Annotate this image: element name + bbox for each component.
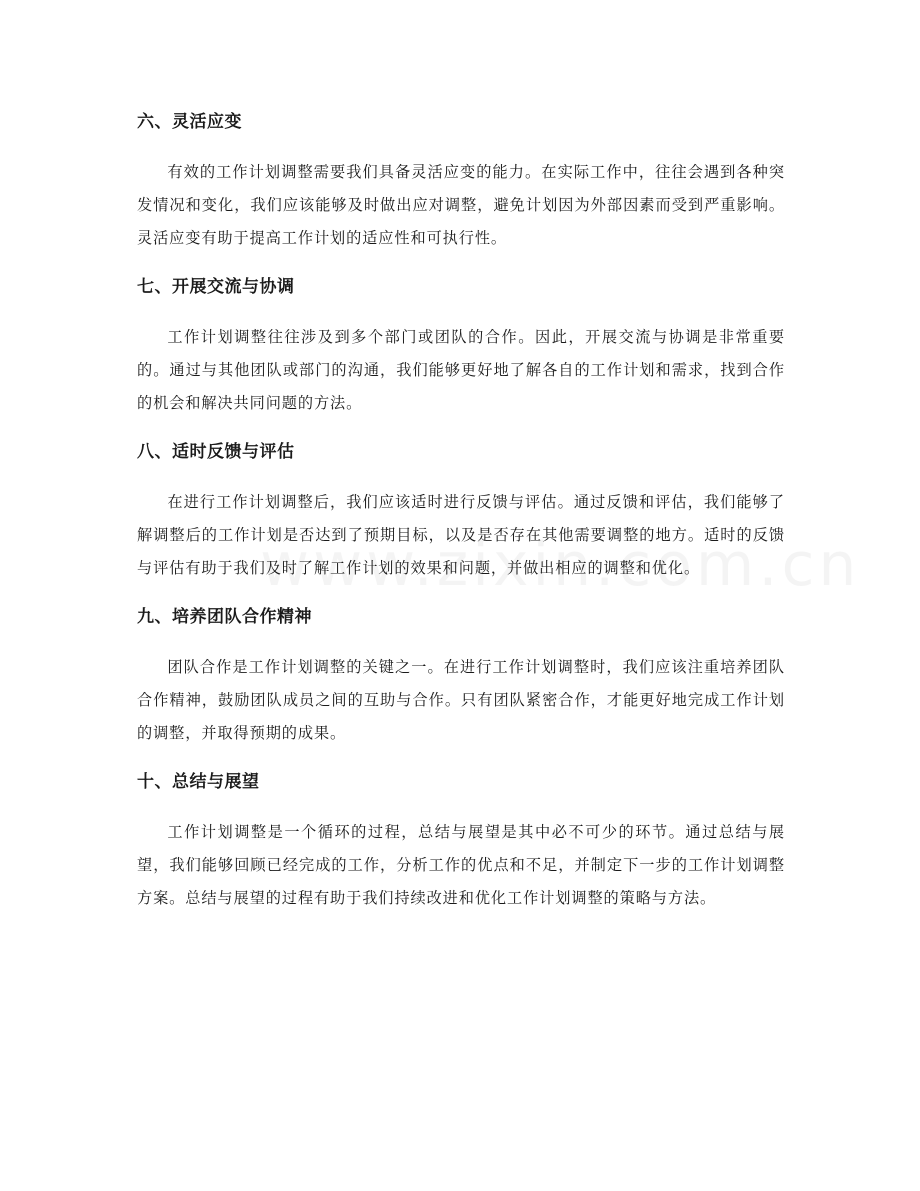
section-paragraph: 工作计划调整往往涉及到多个部门或团队的合作。因此，开展交流与协调是非常重要的。通过与其他团队或部门的沟通，我们能够更好地了解各自的工作计划和需求，找到合作的机会和解决共同问题的方法。	[137, 328, 785, 412]
section-heading: 八、适时反馈与评估	[137, 442, 295, 462]
section-paragraph: 工作计划调整是一个循环的过程，总结与展望是其中必不可少的环节。通过总结与展望，我们能够回顾已经完成的工作，分析工作的优点和不足，并制定下一步的工作计划调整方案。总结与展望的过程有助于我们持续改进和优化工作计划调整的策略与方法。	[137, 823, 785, 907]
section-paragraph: 团队合作是工作计划调整的关键之一。在进行工作计划调整时，我们应该注重培养团队合作精神，鼓励团队成员之间的互助与合作。只有团队紧密合作，才能更好地完成工作计划的调整，并取得预期的成果。	[137, 658, 785, 742]
section-9	[137, 600, 785, 750]
section-heading: 十、总结与展望	[137, 772, 260, 792]
section-paragraph: 有效的工作计划调整需要我们具备灵活应变的能力。在实际工作中，往往会遇到各种突发情况和变化，我们应该能够及时做出应对调整，避免计划因为外部因素而受到严重影响。灵活应变有助于提高工作计划的适应性和可执行性。	[137, 163, 785, 247]
section-heading: 九、培养团队合作精神	[137, 607, 312, 627]
section-8	[137, 435, 785, 585]
section-10	[137, 765, 785, 915]
section-heading: 七、开展交流与协调	[137, 277, 295, 297]
section-6	[137, 105, 785, 255]
section-heading: 六、灵活应变	[137, 112, 242, 132]
section-paragraph: 在进行工作计划调整后，我们应该适时进行反馈与评估。通过反馈和评估，我们能够了解调整后的工作计划是否达到了预期目标，以及是否存在其他需要调整的地方。适时的反馈与评估有助于我们及时了解工作计划的效果和问题，并做出相应的调整和优化。	[137, 493, 785, 577]
section-7	[137, 270, 785, 420]
document-body	[137, 105, 785, 930]
